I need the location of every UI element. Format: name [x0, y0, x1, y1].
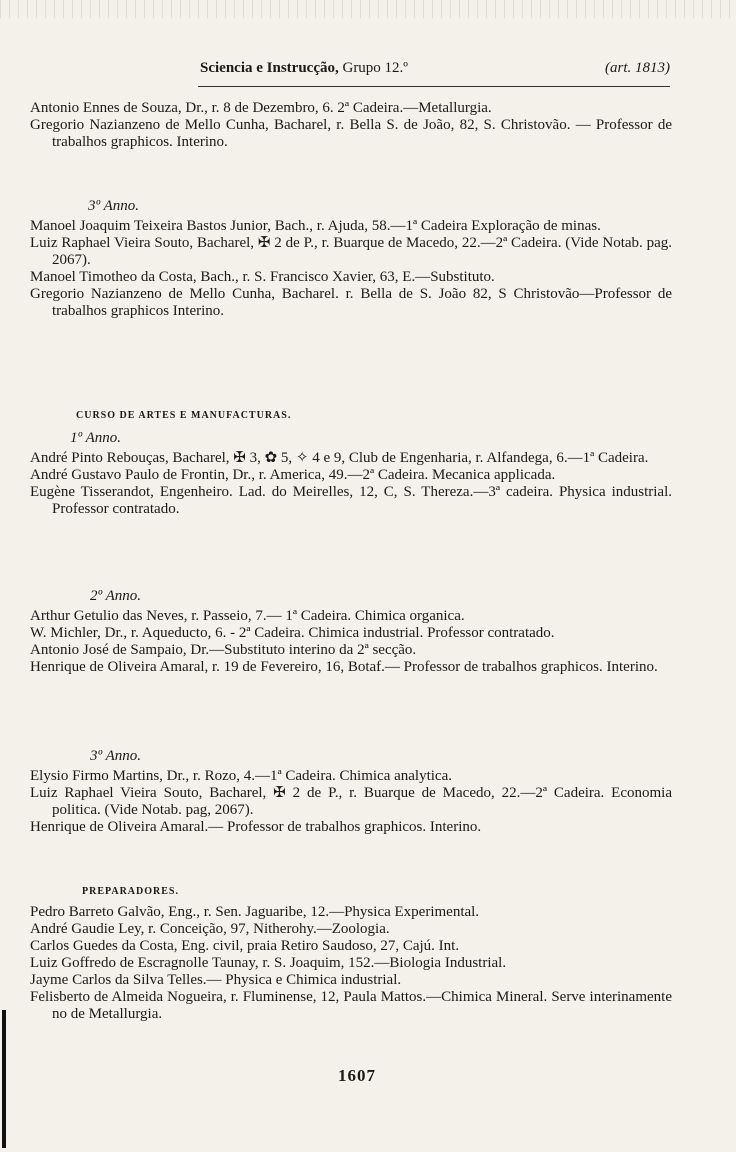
entry: André Pinto Rebouças, Bacharel, ✠ 3, ✿ 5, ✧ 4 e 9, Club de Engenharia, r. Alfandega, 6.—1ª Cadeira. — [30, 450, 649, 466]
entry: Felisberto de Almeida Nogueira, r. Fluminense, 12, Paula Mattos.—Chimica Mineral. Serve interinamente no de Metallurgia. — [30, 989, 672, 1022]
header-title: Sciencia e Instrucção, — [200, 60, 339, 76]
section-heading: PREPARADORES. — [82, 886, 179, 897]
binding-edge — [2, 1010, 6, 1148]
header-article: (art. 1813) — [605, 60, 670, 76]
entry: Henrique de Oliveira Amaral, r. 19 de Fevereiro, 16, Botaf.— Professor de trabalhos graphicos. Interino. — [30, 659, 658, 675]
entry: Carlos Guedes da Costa, Eng. civil, praia Retiro Saudoso, 27, Cajú. Int. — [30, 938, 460, 954]
header-group: Grupo 12.º — [342, 60, 408, 76]
entries-block-4 — [30, 608, 672, 676]
entry: Pedro Barreto Galvão, Eng., r. Sen. Jaguaribe, 12.—Physica Experimental. — [30, 904, 480, 920]
entry: Elysio Firmo Martins, Dr., r. Rozo, 4.—1ª Cadeira. Chimica analytica. — [30, 768, 452, 784]
entries-block-5 — [30, 768, 672, 836]
entry: Jayme Carlos da Silva Telles.— Physica e Chimica industrial. — [30, 972, 402, 988]
entries-block-1 — [30, 100, 672, 151]
entry: Luiz Raphael Vieira Souto, Bacharel, ✠ 2 de P., r. Buarque de Macedo, 22.—2ª Cadeira. Economia politica. (Vide Notab. pag, 2067). — [30, 785, 672, 818]
entry: Luiz Raphael Vieira Souto, Bacharel, ✠ 2 de P., r. Buarque de Macedo, 22.—2ª Cadeira. (Vide Notab. pag. 2067). — [30, 235, 672, 268]
year-heading: 2º Anno. — [90, 588, 142, 604]
entries-block-2 — [30, 218, 672, 320]
entries-block-3 — [30, 450, 672, 518]
entry: Manoel Joaquim Teixeira Bastos Junior, Bach., r. Ajuda, 58.—1ª Cadeira Exploração de minas. — [30, 218, 601, 234]
entry: Arthur Getulio das Neves, r. Passeio, 7.— 1ª Cadeira. Chimica organica. — [30, 608, 465, 624]
entry: Eugène Tisserandot, Engenheiro. Lad. do Meirelles, 12, C, S. Thereza.—3ª cadeira. Physica industrial. Professor contratado. — [30, 484, 672, 517]
header-rule — [198, 86, 670, 87]
entry: Gregorio Nazianzeno de Mello Cunha, Bacharel, r. Bella S. de João, 82, S. Christovão. — Professor de trabalhos graphicos. Interino. — [30, 117, 672, 150]
section-heading: CURSO DE ARTES E MANUFACTURAS. — [76, 410, 292, 421]
entry: André Gustavo Paulo de Frontin, Dr., r. America, 49.—2ª Cadeira. Mecanica applicada. — [30, 467, 556, 483]
entry: Antonio José de Sampaio, Dr.—Substituto interino da 2ª secção. — [30, 642, 417, 658]
entry: Henrique de Oliveira Amaral.— Professor de trabalhos graphicos. Interino. — [30, 819, 482, 835]
year-heading: 1º Anno. — [70, 430, 122, 446]
page-number: 1607 — [338, 1066, 376, 1085]
running-head — [200, 60, 670, 82]
entry: André Gaudie Ley, r. Conceição, 97, Nitherohy.—Zoologia. — [30, 921, 390, 937]
entry: Antonio Ennes de Souza, Dr., r. 8 de Dezembro, 6. 2ª Cadeira.—Metallurgia. — [30, 100, 492, 116]
year-heading: 3º Anno. — [90, 748, 142, 764]
entries-block-6 — [30, 904, 672, 1023]
entry: Manoel Timotheo da Costa, Bach., r. S. Francisco Xavier, 63, E.—Substituto. — [30, 269, 495, 285]
year-heading: 3º Anno. — [88, 198, 140, 214]
entry: Gregorio Nazianzeno de Mello Cunha, Bacharel. r. Bella de S. João 82, S Christovão—Professor de trabalhos graphicos Interino. — [30, 286, 672, 319]
scan-noise — [0, 0, 736, 18]
entry: W. Michler, Dr., r. Aqueducto, 6. - 2ª Cadeira. Chimica industrial. Professor contratado. — [30, 625, 555, 641]
entry: Luiz Goffredo de Escragnolle Taunay, r. S. Joaquim, 152.—Biologia Industrial. — [30, 955, 507, 971]
